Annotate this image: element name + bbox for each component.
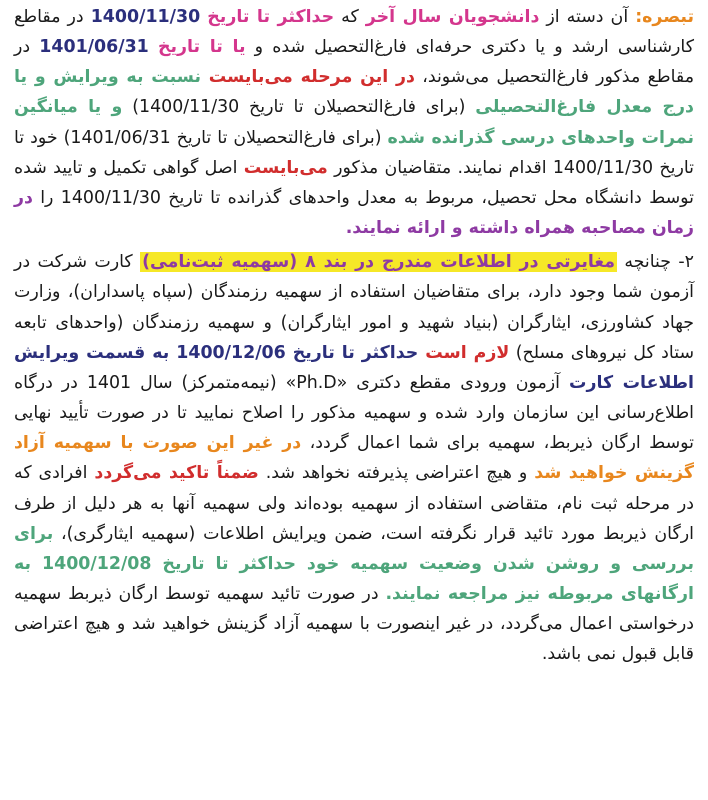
review-deadline-phrase: برای بررسی و روشن شدن وضعیت سهمیه خود حداکثر تا تاریخ 1400/12/08 به ارگانهای مربوطه نیز مراجعه نمایند. (14, 523, 694, 604)
note-text: در مقاطع مذکور فارغ‌التحصیل می‌شوند، (14, 37, 695, 88)
highlighted-quota-discrepancy: مغایرتی در اطلاعات مندرج در بند ۸ (سهمیه ثبت‌نامی) (142, 252, 615, 273)
note-paragraph (14, 2, 694, 243)
or-until-phrase: یا تا تاریخ (157, 37, 246, 58)
note-text: (برای فارغ‌التحصیلان تا تاریخ 1400/11/30) (122, 97, 476, 118)
last-year-students: دانشجویان سال آخر (365, 7, 540, 27)
note-text: (برای فارغ‌التحصیلان تا تاریخ 1401/06/31) خود تا تاریخ 1400/11/30 اقدام نمایند. متقاضیان مذکور (14, 127, 694, 178)
note-text: در مقاطع کارشناسی ارشد و یا دکتری حرفه‌ای فارغ‌التحصیل شده و (14, 7, 694, 58)
deadline-phrase: حداکثر تا تاریخ (207, 7, 335, 27)
note-label: تبصره: (635, 7, 694, 27)
average-grades-phrase: و یا میانگین نمرات واحدهای درسی گذرانده شده (14, 97, 695, 148)
must-at-this-stage: در این مرحله می‌بایست (208, 67, 415, 88)
item-2-paragraph (14, 247, 694, 669)
item-number: ۲- چنانچه (616, 252, 694, 273)
item-text: کارت شرکت در آزمون شما وجود دارد، برای متقاضیان استفاده از سهمیه رزمندگان (سپاه پاسداران)، وزارت جهاد کشاورزی، ایثارگران (بنیاد شهید و امور ایثارگران) و سهمیه رزمندگان (واحدهای تابعه ستاد کل نیروهای مسلح) (14, 252, 695, 363)
note-text: آن دسته از (539, 7, 636, 27)
free-quota-warning: در غیر این صورت با سهمیه آزاد گزینش خواهید شد (14, 433, 694, 484)
interview-phrase: در زمان مصاحبه همراه داشته و ارائه نمایند. (14, 187, 694, 239)
item-text: افرادی که در مرحله ثبت نام، متقاضی استفاده از سهمیه بوده‌اند ولی سهمیه آنها به هر دلیل از طرف ارگان ذیربط مورد تائید قرار نگرفته است، ضمن ویرایش اطلاعات (سهمیه ایثارگری)، (14, 463, 694, 544)
date-1401-06-31: 1401/06/31 (39, 37, 149, 58)
emphasis-phrase: ضمناً تاکید می‌گردد (94, 463, 259, 484)
required-word: لازم است (425, 342, 510, 363)
edit-deadline-phrase: حداکثر تا تاریخ 1400/12/06 به قسمت ویرایش اطلاعات کارت (14, 342, 694, 393)
item-text: و هیچ اعتراضی پذیرفته نخواهد شد. (258, 463, 535, 484)
edit-gpa-phrase: نسبت به ویرایش و یا درج معدل فارغ‌التحصیلی (14, 67, 694, 118)
item-text: در صورت تائید سهمیه توسط ارگان ذیربط سهمیه درخواستی اعمال می‌گردد، در غیر اینصورت با سهمیه آزاد گزینش خواهید شد و هیچ اعتراضی قابل قبول نمی باشد. (14, 583, 694, 665)
must-word: می‌بایست (243, 157, 328, 178)
note-text: که (334, 7, 366, 27)
date-1400-11-30: 1400/11/30 (90, 7, 201, 27)
note-text: اصل گواهی تکمیل و تایید شده توسط دانشگاه محل تحصیل، مربوط به معدل واحدهای گذرانده تا تاریخ 1400/11/30 را (14, 157, 694, 208)
item-text: آزمون ورودی مقطع دکتری «Ph.D» (نیمه‌متمرکز) سال 1401 در درگاه اطلاع‌رسانی این سازمان وارد شده و سهمیه مذکور را اصلاح نمایید تا در صورت تأیید نهایی توسط ارگان ذیربط، سهمیه برای شما اعمال گردد، (14, 372, 694, 454)
